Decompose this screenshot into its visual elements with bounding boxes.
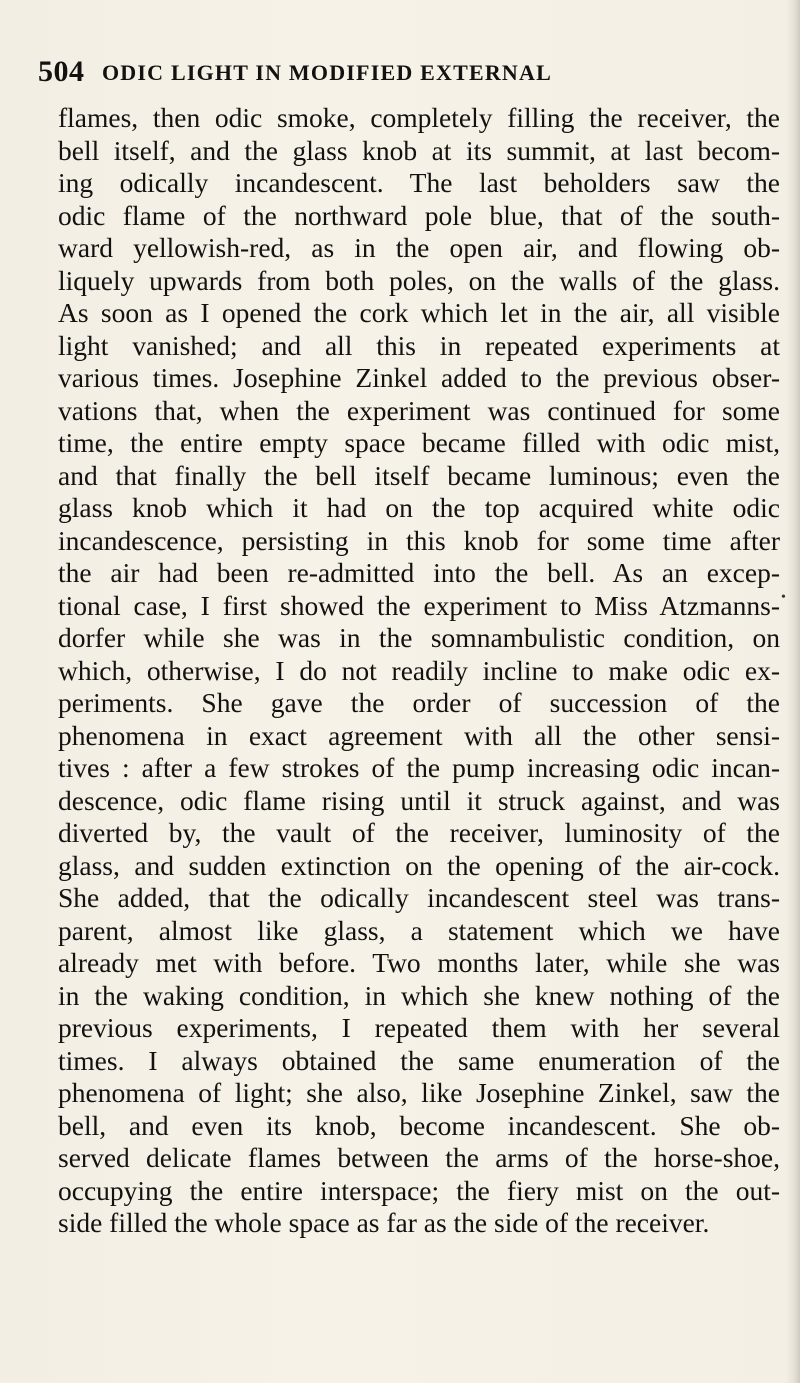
text-line: descence, odic flame rising until it struck against, and was xyxy=(58,784,780,816)
text-line: incandescence, persisting in this knob for some time after xyxy=(58,524,780,556)
text-line: odic flame of the northward pole blue, that of the south- xyxy=(58,199,780,231)
running-head xyxy=(38,52,758,92)
page-number: 504 xyxy=(38,55,85,88)
text-line: tional case, I first showed the experiment to Miss Atzmanns- xyxy=(58,589,780,621)
text-line: in the waking condition, in which she knew nothing of the xyxy=(58,979,780,1011)
margin-mark: • xyxy=(781,590,786,605)
running-title: ODIC LIGHT IN MODIFIED EXTERNAL xyxy=(102,60,552,85)
text-line: served delicate flames between the arms of the horse-shoe, xyxy=(58,1142,780,1173)
text-line: time, the entire empty space became filled with odic mist, xyxy=(58,427,780,458)
text-line: light vanished; and all this in repeated experiments at xyxy=(58,329,780,361)
text-line: side filled the whole space as far as the side of the receiver. xyxy=(58,1207,710,1238)
text-line: which, otherwise, I do not readily incline to make odic ex- xyxy=(58,654,780,686)
text-line: vations that, when the experiment was continued for some xyxy=(58,394,780,426)
text-line: As soon as I opened the cork which let in the air, all visible xyxy=(58,297,780,328)
text-line: times. I always obtained the same enumeration of the xyxy=(58,1044,780,1076)
text-line: and that finally the bell itself became luminous; even the xyxy=(58,459,780,491)
text-line: the air had been re-admitted into the bell. As an excep- xyxy=(58,557,780,588)
text-line: ward yellowish-red, as in the open air, and flowing ob- xyxy=(58,232,780,263)
text-line: bell, and even its knob, become incandescent. She ob- xyxy=(58,1109,780,1141)
text-line: tives : after a few strokes of the pump increasing odic incan- xyxy=(58,752,780,783)
text-line: phenomena of light; she also, like Josephine Zinkel, saw the xyxy=(58,1077,780,1108)
text-line: flames, then odic smoke, completely filling the receiver, the xyxy=(58,102,780,133)
text-line: occupying the entire interspace; the fiery mist on the out- xyxy=(58,1174,780,1206)
text-line: previous experiments, I repeated them with her several xyxy=(58,1012,780,1043)
text-line: parent, almost like glass, a statement which we have xyxy=(58,914,780,946)
text-line: ing odically incandescent. The last beholders saw the xyxy=(58,167,780,198)
page-edge-shadow xyxy=(786,0,800,1383)
text-line: glass, and sudden extinction on the opening of the air-cock. xyxy=(58,849,780,881)
text-line: She added, that the odically incandescent steel was trans- xyxy=(58,882,780,913)
text-line: phenomena in exact agreement with all the other sensi- xyxy=(58,719,780,751)
text-line: various times. Josephine Zinkel added to the previous obser- xyxy=(58,362,780,393)
text-line: dorfer while she was in the somnambulistic condition, on xyxy=(58,622,780,653)
text-line: glass knob which it had on the top acquired white odic xyxy=(58,492,780,523)
text-line: already met with before. Two months later, while she was xyxy=(58,947,780,978)
text-line: periments. She gave the order of succession of the xyxy=(58,687,780,718)
body-text xyxy=(58,102,780,1240)
text-line: bell itself, and the glass knob at its summit, at last becom- xyxy=(58,134,780,166)
text-line: liquely upwards from both poles, on the walls of the glass. xyxy=(58,264,780,296)
text-line: diverted by, the vault of the receiver, luminosity of the xyxy=(58,817,780,848)
